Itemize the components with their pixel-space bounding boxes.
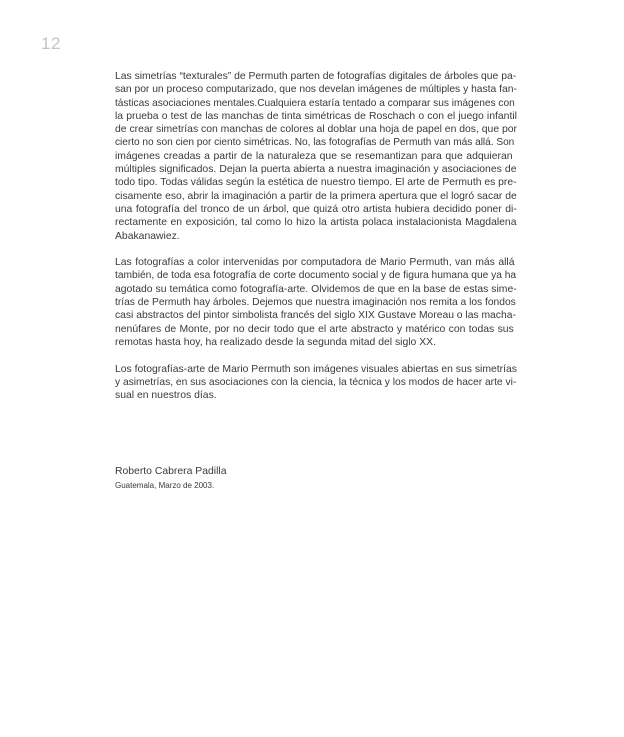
text-line: nenúfares de Monte, por no decir todo que el arte abstracto y matérico con todas sus	[115, 323, 514, 335]
text-line: una fotografía del tronco de un árbol, que quizá otro artista hubiera decidido poner di-	[115, 203, 517, 215]
text-line: sual en nuestros días.	[115, 390, 217, 402]
author-name: Roberto Cabrera Padilla	[115, 466, 227, 477]
signature-block	[115, 465, 415, 491]
text-line: san por un proceso computarizado, que nos develan imágenes de múltiples y hasta fan-	[115, 84, 517, 96]
text-line: y asimetrías, en sus asociaciones con la ciencia, la técnica y los modos de hacer arte vi-	[115, 376, 517, 388]
paragraph-1	[115, 70, 517, 243]
text-line: trías de Permuth hay árboles. Dejemos que nuestra imaginación nos remita a los fondos	[115, 297, 516, 309]
text-line: de crear simetrías con manchas de colores al doblar una hoja de papel en dos, que por	[115, 124, 518, 136]
text-line: Los fotografías-arte de Mario Permuth son imágenes visuales abiertas en sus simetrías	[115, 363, 517, 375]
text-line: cisamente eso, abrir la imaginación a partir de la primera apertura que el logró sacar de	[115, 190, 517, 202]
page-number: 12	[41, 34, 61, 53]
text-line: Abakanawiez.	[115, 230, 180, 242]
text-line: agotado su temática como fotografía-arte. Olvidemos de que en la base de estas sime-	[115, 283, 517, 295]
text-line: imágenes creadas a partir de la naturaleza que se resemantizan para que adquieran	[115, 150, 513, 162]
text-line: cierto no son cien por ciento simétricas. No, las fotografías de Permuth van más allá. Son	[115, 137, 515, 149]
place-and-date: Guatemala, Marzo de 2003.	[115, 481, 215, 490]
essay-body	[115, 70, 517, 416]
text-line: remotas hasta hoy, ha realizado desde la segunda mitad del siglo XX.	[115, 336, 436, 348]
text-line: casi abstractos del pintor simbolista francés del siglo XIX Gustave Moreau o las macha-	[115, 310, 516, 322]
paragraph-2	[115, 256, 517, 349]
paragraph-3	[115, 363, 517, 403]
text-line: Las fotografías a color intervenidas por computadora de Mario Permuth, van más allá	[115, 257, 515, 269]
text-line: también, de toda esa fotografía de corte documento social y de figura humana que ya ha	[115, 270, 517, 282]
text-line: múltiples significados. Dejan la puerta abierta a nuestra imaginación y asociaciones de	[115, 164, 517, 176]
text-line: todo tipo. Todas válidas según la estética de nuestro tiempo. El arte de Permuth es pre-	[115, 177, 517, 189]
text-line: la prueba o test de las manchas de tinta simétricas de Roschach o con el juego infantil	[115, 110, 517, 122]
text-line: rectamente en exposición, tal como lo hizo la artista polaca instalacionista Magdalena	[115, 217, 517, 229]
text-line: Las simetrías “texturales” de Permuth parten de fotografías digitales de árboles que pa-	[115, 71, 517, 82]
text-line: tásticas asociaciones mentales.Cualquiera estaría tentado a comparar sus imágenes con	[115, 97, 515, 109]
